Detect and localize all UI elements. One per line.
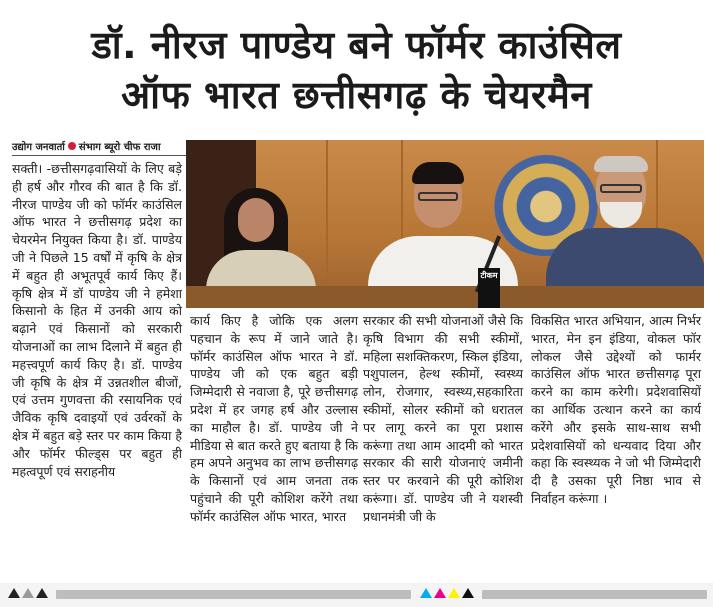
elder-beard [600,202,642,228]
registration-bar [56,590,411,599]
elder-hair [594,156,648,172]
article-column-4: विकसित भारत अभियान, आत्म निर्भर भारत, मेन इन इंडिया, वोकल फॉर लोकल जैसे उद्देश्यों को फार्मर काउंसिल ऑफ भारत छत्तीसगढ़ पूरा करने का काम करेगी। प्रदेशवासियों का आर्थिक उत्थान करने का कार्य करेंगे और इसके साथ-साथ सभी प्रदेशवासियों को धन्यवाद दिया और कहा कि स्वस्थ्यक ने जो भी जिम्मेदारी दी है उसका पूरी निष्ठा भाव से निर्वाहन करूंगा । [531,313,701,506]
headline-line-2: ऑफ भारत छत्तीसगढ़ के चेयरमैन [121,73,592,117]
table [186,286,704,308]
mic-flag: टीकम [478,268,500,308]
speaker-hair [412,162,464,184]
registration-mark-icon [36,588,48,598]
byline-source: उद्योग जनवार्ता [12,142,65,153]
cyan-mark-icon [420,588,432,598]
black-mark-icon [462,588,474,598]
magenta-mark-icon [434,588,446,598]
woman-face [238,198,274,242]
registration-bar [482,590,707,599]
article-column-3: सरकार की सभी योजनाओं जैसे कि कृषि विभाग की सभी स्कीमों, महिला सशक्तिकरण, स्किल इंडिया, पशुपालन, हेल्थ स्कीमों, स्वस्थ्य लोन, रोजगार, स्वस्थ्य,सहकारिता स्कीमों, सोलर स्कीमों को धरातल पर लागू करने का पूरा प्रशास करूंगा तथा आम आदमी को भारत सरकार की सारी योजनाएं जमीनी स्तर पर करवाने की पूरी कोशिश करूंगा। डॉ. पाण्डेय जी ने यशस्वी प्रधानमंत्री जी के [363,313,523,524]
bullet-dot-icon [68,142,76,150]
headline-line-1: डॉ. नीरज पाण्डेय बने फॉर्मर काउंसिल [91,23,622,67]
press-conference-photo [186,140,704,308]
byline [12,138,187,154]
elder-glasses-icon [600,184,642,193]
registration-mark-icon [22,588,34,598]
yellow-mark-icon [448,588,460,598]
byline-bureau: संभाग ब्यूरो चीफ राजा [78,142,161,153]
byline-rule [12,155,187,156]
print-registration-strip [0,583,713,607]
headline [0,20,713,120]
registration-mark-icon [8,588,20,598]
speaker-glasses-icon [418,192,458,201]
article-column-2: कार्य किए है जोकि एक अलग पहचान के रूप में जाने जाते है। फॉर्मर काउंसिल ऑफ भारत ने डॉ. पाण्डेय जी को एक बहुत बड़ी जिम्मेदारी से नवाजा है, पूरे छत्तीसगढ़ प्रदेश में हर जगह हर्ष और उल्लास का माहौल है। डॉ. पाण्डेय जी ने मीडिया से बात करते हुए बताया है कि हम अपने अनुभव का लाभ छत्तीसगढ़ के किसानों एवं आम जनता तक पहुंचाने की पूरी कोशिश करेंगे तथा फॉर्मर काउंसिल ऑफ भारत, भारत [190,313,358,524]
article-column-1: सक्ती। -छत्तीसगढ़वासियों के लिए बड़े ही हर्ष और गौरव की बात है कि डॉ. नीरज पाण्डेय जी को फॉर्मर काउंसिल ऑफ भारत ने छत्तीसगढ़ प्रदेश का चेयरमेन नियुक्त किया है। डॉ. पाण्डेय जी ने पिछले 15 वर्षों में कृषि के क्षेत्र में बहुत ही अभूतपूर्व कार्य किए हैं। कृषि क्षेत्र में डॉ पाण्डेय जी ने हमेशा किसानो के हित में उनकी आय को बढ़ाने एवं किसानों को सरकारी योजनाओं का लाभ दिलाने में बहुत ही महत्त्वपूर्ण कार्य किए है। डॉ. पाण्डेय जी कृषि के क्षेत्र में उन्नतशील बीजों, एवं उत्तम गुणवत्ता की रसायनिक एवं जैविक कृषि दवाइयों एवं उर्वरकों के क्षेत्र में बहुत बड़े स्तर पर काम किया है और फॉर्मर फील्ड्स पर बहुत ही महत्वपूर्ण एवं सराहनीय [12,161,182,479]
